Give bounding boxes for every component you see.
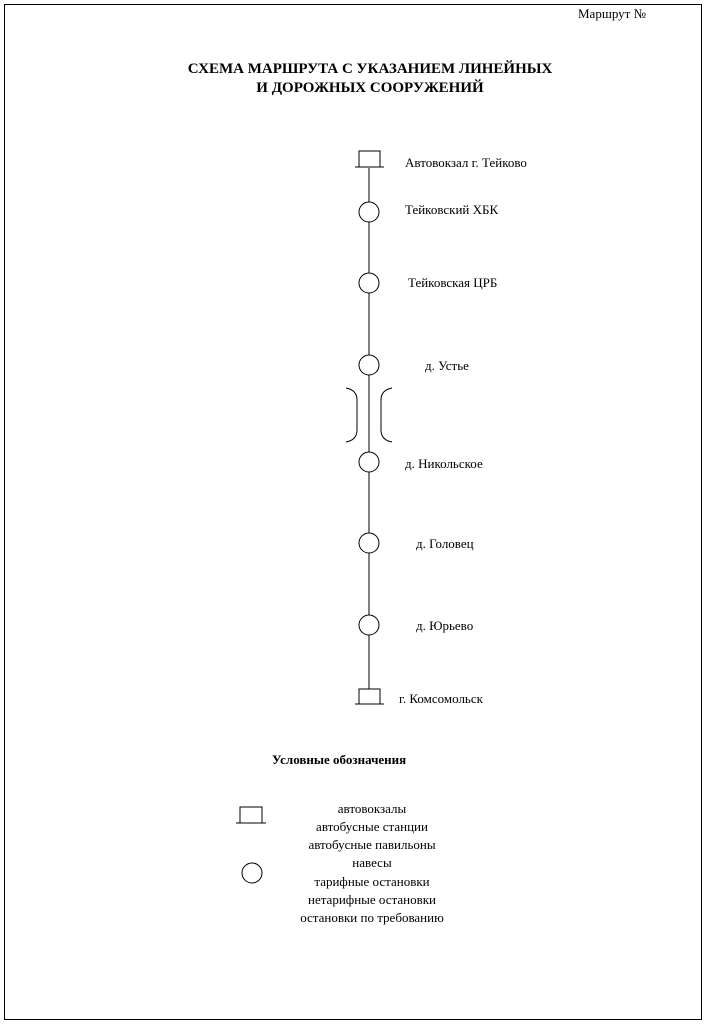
legend-item: тарифные остановки (314, 874, 430, 889)
stop-icon-golovets (359, 533, 379, 553)
legend-item: автобусные станции (316, 819, 428, 834)
stop-icon-ustye (359, 355, 379, 375)
legend-item: навесы (352, 855, 392, 870)
station-icon-komsomolsk (355, 689, 384, 704)
stop-icon-yurevo (359, 615, 379, 635)
stop-label-teykovo-khbk: Тейковский ХБК (405, 202, 499, 217)
stop-icon-teykovo-crb (359, 273, 379, 293)
stop-label-nikolskoe: д. Никольское (405, 456, 483, 471)
legend-item: автобусные павильоны (308, 837, 436, 852)
scheme-title-line-2: И ДОРОЖНЫХ СООРУЖЕНИЙ (256, 80, 484, 96)
stop-label-teykovo-crb: Тейковская ЦРБ (408, 275, 498, 290)
legend-item: автовокзалы (337, 801, 407, 816)
station-icon-teykovo (355, 151, 384, 167)
legend-title: Условные обозначения (272, 752, 407, 767)
stop-label-teykovo-station: Автовокзал г. Тейково (405, 155, 527, 170)
legend-item: остановки по требованию (300, 910, 444, 925)
stop-label-komsomolsk: г. Комсомольск (399, 691, 483, 706)
stop-label-ustye: д. Устье (425, 358, 469, 373)
stop-label-golovets: д. Головец (416, 536, 474, 551)
route-number-label: Маршрут № (578, 6, 647, 21)
scheme-title-line-1: СХЕМА МАРШРУТА С УКАЗАНИЕМ ЛИНЕЙНЫХ (187, 61, 553, 77)
legend-item: нетарифные остановки (307, 892, 436, 907)
stop-icon-teykovo-khbk (359, 202, 379, 222)
stop-icon-nikolskoe (359, 452, 379, 472)
stop-label-yurevo: д. Юрьево (416, 618, 474, 633)
